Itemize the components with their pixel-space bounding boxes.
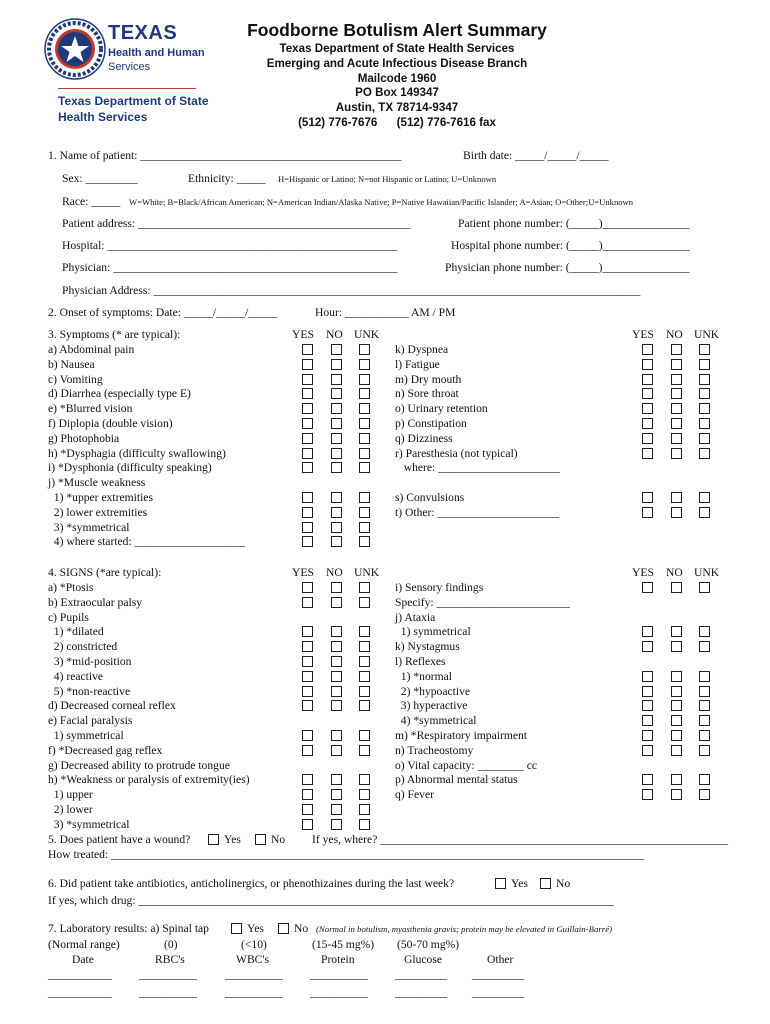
sign-right-unk-checkbox[interactable] (699, 671, 710, 682)
symptom-left-no-checkbox[interactable] (331, 448, 342, 459)
symptom-left-yes-checkbox[interactable] (302, 359, 313, 370)
wound-treated-field[interactable]: How treated: ____________________________________________________________________________________________ (48, 848, 645, 861)
symptom-left-unk-checkbox[interactable] (359, 492, 370, 503)
sign-right-yes-checkbox[interactable] (642, 745, 653, 756)
sign-left-yes-checkbox[interactable] (302, 641, 313, 652)
onset-date-field[interactable]: 2. Onset of symptoms: Date: _____/_____/_____ (48, 306, 278, 319)
physician-phone-field[interactable]: Physician phone number: (_____)_______________ (445, 261, 690, 274)
symptom-right-label: p) Constipation (395, 417, 467, 430)
lab-header-protein: Protein (321, 953, 355, 966)
lab-row2-rbc[interactable]: __________ (139, 986, 197, 999)
patient-name-field[interactable]: 1. Name of patient: _____________________________________________ (48, 149, 402, 162)
symptom-left-no-checkbox[interactable] (331, 403, 342, 414)
lab-label: 7. Laboratory results: a) Spinal tap (48, 922, 209, 935)
header-line-4: PO Box 149347 (355, 86, 439, 99)
sign-right-unk-checkbox[interactable] (699, 626, 710, 637)
antibiotics-no-label: No (556, 877, 571, 890)
onset-hour-field[interactable]: Hour: ___________ AM / PM (315, 306, 456, 319)
sign-left-no-checkbox[interactable] (331, 774, 342, 785)
birth-date-field[interactable]: Birth date: _____/_____/_____ (463, 149, 609, 162)
range-glucose: (50-70 mg%) (397, 938, 460, 951)
sign-left-yes-checkbox[interactable] (302, 626, 313, 637)
spinal-tap-yes-label: Yes (247, 922, 264, 935)
symptom-left-unk-checkbox[interactable] (359, 536, 370, 547)
sign-left-label: 5) *non-reactive (48, 684, 131, 698)
symptom-left-label: 4) where started: ___________________ (48, 535, 245, 549)
symptom-left-unk-checkbox[interactable] (359, 418, 370, 429)
sign-right-yes-checkbox[interactable] (642, 730, 653, 741)
spinal-tap-no-checkbox[interactable] (278, 923, 289, 934)
sign-right-no-checkbox[interactable] (671, 626, 682, 637)
symptom-left-unk-checkbox[interactable] (359, 374, 370, 385)
race-field[interactable]: Race: _____ (62, 195, 121, 208)
patient-address-field[interactable]: Patient address: _______________________________________________ (62, 217, 411, 230)
race-codes: W=White; B=Black/African American; N=American Indian/Alaska Native; P=Native Hawaiian/Pacific Islander; A=Asian; O=Other;U=Unknown (129, 197, 634, 207)
sign-left-label: 1) upper (48, 788, 93, 802)
sign-left-no-checkbox[interactable] (331, 641, 342, 652)
symptom-left-no-checkbox[interactable] (331, 536, 342, 547)
symptom-left-no-checkbox[interactable] (331, 359, 342, 370)
sign-right-no-checkbox[interactable] (671, 730, 682, 741)
sign-left-label: 3) *symmetrical (48, 817, 130, 831)
sign-right-label: l) Reflexes (395, 655, 446, 668)
signs-yes-header-right: YES (632, 566, 654, 579)
symptom-left-no-checkbox[interactable] (331, 374, 342, 385)
sign-left-no-checkbox[interactable] (331, 789, 342, 800)
spinal-tap-note: (Normal in botulism, myasthenia gravis; protein may be elevated in Guillain-Barré) (316, 924, 613, 934)
signs-unk-header: UNK (354, 566, 380, 579)
symptom-left-yes-checkbox[interactable] (302, 522, 313, 533)
sign-left-label: f) *Decreased gag reflex (48, 743, 163, 757)
symptom-left-yes-checkbox[interactable] (302, 388, 313, 399)
sign-right-unk-checkbox[interactable] (699, 700, 710, 711)
symptom-right-unk-checkbox[interactable] (699, 418, 710, 429)
sign-right-no-checkbox[interactable] (671, 582, 682, 593)
sign-right-yes-checkbox[interactable] (642, 789, 653, 800)
symptom-left-label: g) Photophobia (48, 431, 120, 445)
symptoms-unk-header: UNK (354, 328, 380, 341)
sign-right-no-checkbox[interactable] (671, 641, 682, 652)
texas-seal-icon (44, 18, 106, 80)
ethnicity-codes: H=Hispanic or Latino; N=not Hispanic or Latino; U=Unknown (278, 174, 497, 184)
sign-right-unk-checkbox[interactable] (699, 715, 710, 726)
range-wbc: (<10) (241, 938, 267, 951)
symptom-left-unk-checkbox[interactable] (359, 359, 370, 370)
symptom-right-yes-checkbox[interactable] (642, 492, 653, 503)
symptom-right-label: where: _____________________ (395, 461, 560, 475)
sign-right-unk-checkbox[interactable] (699, 582, 710, 593)
sign-left-unk-checkbox[interactable] (359, 789, 370, 800)
symptom-right-yes-checkbox[interactable] (642, 388, 653, 399)
symptom-right-unk-checkbox[interactable] (699, 507, 710, 518)
symptom-left-yes-checkbox[interactable] (302, 462, 313, 473)
sign-right-unk-checkbox[interactable] (699, 686, 710, 697)
logo-hhs-line1: Health and Human (108, 47, 205, 59)
hhs-logo (44, 18, 204, 84)
sign-left-unk-checkbox[interactable] (359, 686, 370, 697)
sign-right-yes-checkbox[interactable] (642, 671, 653, 682)
header-line-1: Texas Department of State Health Services (279, 42, 515, 55)
sign-left-no-checkbox[interactable] (331, 700, 342, 711)
wound-yes-checkbox[interactable] (208, 834, 219, 845)
lab-row2-wbc[interactable]: __________ (225, 986, 283, 999)
spinal-tap-no-label: No (294, 922, 309, 935)
symptom-right-label: o) Urinary retention (395, 402, 488, 416)
antibiotics-yes-checkbox[interactable] (495, 878, 506, 889)
symptom-right-label: n) Sore throat (395, 387, 459, 401)
symptom-left-label: f) Diplopia (double vision) (48, 417, 173, 430)
symptom-left-unk-checkbox[interactable] (359, 344, 370, 355)
symptom-left-yes-checkbox[interactable] (302, 403, 313, 414)
lab-header-wbc: WBC's (236, 953, 270, 966)
hospital-phone-field[interactable]: Hospital phone number: (_____)_______________ (451, 239, 690, 252)
sign-left-unk-checkbox[interactable] (359, 745, 370, 756)
lab-header-glucose: Glucose (404, 953, 442, 966)
symptom-left-unk-checkbox[interactable] (359, 507, 370, 518)
sign-right-label: 4) *symmetrical (395, 714, 477, 728)
sign-right-no-checkbox[interactable] (671, 715, 682, 726)
sign-right-label: 1) *normal (395, 669, 452, 683)
header-line-6: (512) 776-7676 (512) 776-7616 fax (298, 116, 496, 129)
sign-right-no-checkbox[interactable] (671, 745, 682, 756)
antibiotics-question: 6. Did patient take antibiotics, anticholinergics, or phenothizaines during the last week? (48, 877, 455, 890)
signs-no-header: NO (326, 566, 343, 579)
sign-left-unk-checkbox[interactable] (359, 730, 370, 741)
sign-left-yes-checkbox[interactable] (302, 789, 313, 800)
symptom-left-no-checkbox[interactable] (331, 433, 342, 444)
range-protein: (15-45 mg%) (312, 938, 375, 951)
sign-right-unk-checkbox[interactable] (699, 730, 710, 741)
symptom-right-no-checkbox[interactable] (671, 374, 682, 385)
wound-yes-label: Yes (224, 833, 241, 846)
sign-right-unk-checkbox[interactable] (699, 641, 710, 652)
lab-header-other: Other (487, 953, 514, 966)
sign-left-no-checkbox[interactable] (331, 597, 342, 608)
symptom-left-label: b) Nausea (48, 357, 95, 371)
symptom-right-no-checkbox[interactable] (671, 448, 682, 459)
symptom-right-label: l) Fatigue (395, 357, 440, 371)
header-line-5: Austin, TX 78714-9347 (335, 101, 459, 114)
sign-left-label: 3) *mid-position (48, 655, 132, 668)
logo-texas: TEXAS (108, 22, 178, 44)
sign-right-yes-checkbox[interactable] (642, 700, 653, 711)
sign-right-yes-checkbox[interactable] (642, 626, 653, 637)
sign-right-yes-checkbox[interactable] (642, 686, 653, 697)
symptoms-heading: 3. Symptoms (* are typical): (48, 328, 181, 341)
sign-left-unk-checkbox[interactable] (359, 700, 370, 711)
symptom-left-yes-checkbox[interactable] (302, 448, 313, 459)
symptom-right-yes-checkbox[interactable] (642, 344, 653, 355)
lab-row2-glucose[interactable]: _________ (395, 986, 448, 999)
sign-left-unk-checkbox[interactable] (359, 597, 370, 608)
sign-left-label: 2) lower (48, 803, 93, 816)
spinal-tap-yes-checkbox[interactable] (231, 923, 242, 934)
symptom-right-no-checkbox[interactable] (671, 403, 682, 414)
sign-left-yes-checkbox[interactable] (302, 671, 313, 682)
symptom-right-unk-checkbox[interactable] (699, 374, 710, 385)
symptom-left-unk-checkbox[interactable] (359, 462, 370, 473)
symptoms-no-header: NO (326, 328, 343, 341)
lab-row2-other[interactable]: _________ (472, 986, 525, 999)
sex-field[interactable]: Sex: _________ (62, 172, 138, 185)
symptoms-unk-header-right: UNK (694, 328, 720, 341)
symptom-left-label: j) *Muscle weakness (48, 476, 146, 490)
sign-right-no-checkbox[interactable] (671, 774, 682, 785)
sign-right-label: p) Abnormal mental status (395, 773, 518, 787)
sign-right-label: k) Nystagmus (395, 640, 460, 654)
sign-left-unk-checkbox[interactable] (359, 804, 370, 815)
sign-right-no-checkbox[interactable] (671, 686, 682, 697)
sign-left-yes-checkbox[interactable] (302, 804, 313, 815)
lab-row1-protein[interactable]: __________ (310, 968, 368, 981)
sign-left-label: c) Pupils (48, 610, 89, 624)
symptom-left-no-checkbox[interactable] (331, 522, 342, 533)
lab-row1-wbc[interactable]: __________ (225, 968, 283, 981)
lab-row1-other[interactable]: _________ (472, 968, 525, 981)
symptom-right-no-checkbox[interactable] (671, 507, 682, 518)
sign-left-label: e) Facial paralysis (48, 714, 133, 728)
symptoms-yes-header-right: YES (632, 328, 654, 341)
sign-left-yes-checkbox[interactable] (302, 686, 313, 697)
symptom-right-yes-checkbox[interactable] (642, 448, 653, 459)
sign-left-unk-checkbox[interactable] (359, 626, 370, 637)
sign-left-no-checkbox[interactable] (331, 745, 342, 756)
sign-left-label: h) *Weakness or paralysis of extremity(ies) (48, 773, 250, 787)
antibiotics-yes-label: Yes (511, 877, 528, 890)
wound-no-checkbox[interactable] (255, 834, 266, 845)
antibiotics-drug-field[interactable]: If yes, which drug: __________________________________________________________________________________ (48, 894, 614, 907)
page-title: Foodborne Botulism Alert Summary (247, 20, 547, 40)
sign-right-unk-checkbox[interactable] (699, 789, 710, 800)
sign-left-label: 2) constricted (48, 640, 118, 654)
symptom-left-yes-checkbox[interactable] (302, 536, 313, 547)
sign-left-yes-checkbox[interactable] (302, 700, 313, 711)
symptom-right-yes-checkbox[interactable] (642, 507, 653, 518)
sign-left-unk-checkbox[interactable] (359, 774, 370, 785)
ethnicity-field[interactable]: Ethnicity: _____ (188, 172, 266, 185)
normal-range-label: (Normal range) (48, 938, 120, 951)
sign-right-no-checkbox[interactable] (671, 700, 682, 711)
symptom-right-no-checkbox[interactable] (671, 388, 682, 399)
sign-right-yes-checkbox[interactable] (642, 582, 653, 593)
sign-left-no-checkbox[interactable] (331, 730, 342, 741)
symptom-right-yes-checkbox[interactable] (642, 418, 653, 429)
signs-unk-header-right: UNK (694, 566, 720, 579)
symptoms-yes-header: YES (292, 328, 314, 341)
symptom-right-unk-checkbox[interactable] (699, 388, 710, 399)
symptom-right-unk-checkbox[interactable] (699, 433, 710, 444)
signs-heading: 4. SIGNS (*are typical): (48, 566, 162, 579)
symptom-left-label: h) *Dysphagia (difficulty swallowing) (48, 446, 226, 460)
sign-right-label: n) Tracheostomy (395, 743, 474, 757)
wound-no-label: No (271, 833, 286, 846)
symptom-right-no-checkbox[interactable] (671, 359, 682, 370)
lab-header-rbc: RBC's (155, 953, 185, 966)
sign-left-label: d) Decreased corneal reflex (48, 699, 176, 713)
symptom-left-yes-checkbox[interactable] (302, 344, 313, 355)
sign-left-label: 4) reactive (48, 669, 104, 683)
symptom-right-unk-checkbox[interactable] (699, 344, 710, 355)
sign-left-yes-checkbox[interactable] (302, 582, 313, 593)
sign-right-label: j) Ataxia (395, 610, 436, 624)
header-line-2: Emerging and Acute Infectious Disease Branch (266, 57, 528, 70)
lab-row2-protein[interactable]: __________ (310, 986, 368, 999)
wound-where-field[interactable]: If yes, where? ____________________________________________________________ (312, 833, 729, 846)
symptom-left-unk-checkbox[interactable] (359, 522, 370, 533)
symptom-left-label: a) Abdominal pain (48, 343, 135, 356)
sign-left-no-checkbox[interactable] (331, 686, 342, 697)
sign-left-label: a) *Ptosis (48, 581, 94, 594)
symptom-right-no-checkbox[interactable] (671, 492, 682, 503)
sign-right-label: i) Sensory findings (395, 581, 484, 594)
symptom-right-yes-checkbox[interactable] (642, 374, 653, 385)
symptom-right-label: q) Dizziness (395, 431, 453, 445)
symptom-left-unk-checkbox[interactable] (359, 433, 370, 444)
sign-right-yes-checkbox[interactable] (642, 641, 653, 652)
symptom-left-label: e) *Blurred vision (48, 402, 133, 416)
symptom-right-yes-checkbox[interactable] (642, 433, 653, 444)
symptom-left-unk-checkbox[interactable] (359, 448, 370, 459)
symptom-left-unk-checkbox[interactable] (359, 388, 370, 399)
symptom-right-no-checkbox[interactable] (671, 344, 682, 355)
symptom-right-unk-checkbox[interactable] (699, 403, 710, 414)
sign-left-unk-checkbox[interactable] (359, 656, 370, 667)
sign-left-yes-checkbox[interactable] (302, 656, 313, 667)
lab-row1-date[interactable]: ___________ (48, 968, 112, 981)
sign-left-unk-checkbox[interactable] (359, 641, 370, 652)
symptom-right-no-checkbox[interactable] (671, 433, 682, 444)
sign-left-yes-checkbox[interactable] (302, 745, 313, 756)
symptom-left-no-checkbox[interactable] (331, 388, 342, 399)
symptom-left-no-checkbox[interactable] (331, 507, 342, 518)
sign-right-label: m) *Respiratory impairment (395, 729, 528, 742)
header-line-3: Mailcode 1960 (357, 72, 437, 85)
sign-left-unk-checkbox[interactable] (359, 819, 370, 830)
logo-divider (58, 88, 196, 89)
antibiotics-no-checkbox[interactable] (540, 878, 551, 889)
symptom-left-no-checkbox[interactable] (331, 418, 342, 429)
symptoms-no-header-right: NO (666, 328, 683, 341)
symptom-left-label: 2) lower extremities (48, 505, 148, 519)
symptom-left-label: 3) *symmetrical (48, 520, 130, 534)
sign-right-label: 1) symmetrical (395, 625, 471, 639)
symptom-right-label: m) Dry mouth (395, 372, 462, 386)
symptom-left-yes-checkbox[interactable] (302, 507, 313, 518)
sign-left-label: 1) *dilated (48, 625, 104, 639)
symptom-right-yes-checkbox[interactable] (642, 403, 653, 414)
symptom-left-yes-checkbox[interactable] (302, 433, 313, 444)
symptom-right-unk-checkbox[interactable] (699, 359, 710, 370)
symptom-left-unk-checkbox[interactable] (359, 403, 370, 414)
sign-right-label: 2) *hypoactive (395, 684, 471, 698)
sign-right-label: o) Vital capacity: ________ cc (395, 758, 538, 772)
lab-row1-rbc[interactable]: __________ (139, 968, 197, 981)
sign-left-no-checkbox[interactable] (331, 582, 342, 593)
dshs-line2: Health Services (58, 110, 148, 124)
sign-left-no-checkbox[interactable] (331, 671, 342, 682)
sign-left-label: g) Decreased ability to protrude tongue (48, 758, 230, 772)
sign-left-label: b) Extraocular palsy (48, 595, 143, 609)
symptom-right-unk-checkbox[interactable] (699, 448, 710, 459)
lab-header-date: Date (72, 953, 94, 966)
sign-left-yes-checkbox[interactable] (302, 819, 313, 830)
symptom-left-label: d) Diarrhea (especially type E) (48, 387, 191, 401)
sign-right-label: Specify: _______________________ (395, 595, 570, 609)
symptom-left-label: c) Vomiting (48, 372, 103, 386)
sign-left-unk-checkbox[interactable] (359, 671, 370, 682)
physician-address-field[interactable]: Physician Address: ____________________________________________________________________________________ (62, 284, 641, 297)
sign-left-no-checkbox[interactable] (331, 626, 342, 637)
sign-left-yes-checkbox[interactable] (302, 774, 313, 785)
dshs-line1: Texas Department of State (58, 94, 209, 108)
symptom-left-yes-checkbox[interactable] (302, 374, 313, 385)
hospital-field[interactable]: Hospital: __________________________________________________ (62, 239, 398, 252)
signs-no-header-right: NO (666, 566, 683, 579)
symptom-left-label: i) *Dysphonia (difficulty speaking) (48, 461, 212, 475)
sign-right-label: 3) hyperactive (395, 699, 468, 713)
symptom-right-label: t) Other: _____________________ (395, 505, 560, 519)
lab-row1-glucose[interactable]: _________ (395, 968, 448, 981)
symptom-left-no-checkbox[interactable] (331, 344, 342, 355)
symptom-right-no-checkbox[interactable] (671, 418, 682, 429)
symptom-right-yes-checkbox[interactable] (642, 359, 653, 370)
sign-right-unk-checkbox[interactable] (699, 774, 710, 785)
sign-left-no-checkbox[interactable] (331, 656, 342, 667)
sign-left-no-checkbox[interactable] (331, 819, 342, 830)
symptom-right-label: r) Paresthesia (not typical) (395, 446, 518, 460)
sign-left-yes-checkbox[interactable] (302, 597, 313, 608)
wound-question: 5. Does patient have a wound? (48, 833, 191, 846)
sign-right-yes-checkbox[interactable] (642, 715, 653, 726)
sign-left-label: 1) symmetrical (48, 729, 124, 742)
physician-field[interactable]: Physician: _________________________________________________ (62, 261, 398, 274)
signs-yes-header: YES (292, 566, 314, 579)
sign-left-no-checkbox[interactable] (331, 804, 342, 815)
range-rbc: (0) (164, 938, 178, 951)
symptom-right-unk-checkbox[interactable] (699, 492, 710, 503)
symptom-right-label: k) Dyspnea (395, 343, 449, 356)
symptom-left-no-checkbox[interactable] (331, 462, 342, 473)
symptom-right-label: s) Convulsions (395, 491, 465, 504)
sign-right-yes-checkbox[interactable] (642, 774, 653, 785)
sign-right-no-checkbox[interactable] (671, 789, 682, 800)
sign-right-no-checkbox[interactable] (671, 671, 682, 682)
sign-right-unk-checkbox[interactable] (699, 745, 710, 756)
sign-left-unk-checkbox[interactable] (359, 582, 370, 593)
symptom-left-yes-checkbox[interactable] (302, 418, 313, 429)
patient-phone-field[interactable]: Patient phone number: (_____)_______________ (458, 217, 690, 230)
logo-hhs-line2: Services (108, 61, 151, 73)
symptom-left-no-checkbox[interactable] (331, 492, 342, 503)
sign-left-yes-checkbox[interactable] (302, 730, 313, 741)
sign-right-label: q) Fever (395, 788, 434, 802)
symptom-left-yes-checkbox[interactable] (302, 492, 313, 503)
symptom-left-label: 1) *upper extremities (48, 491, 153, 504)
lab-row2-date[interactable]: ___________ (48, 986, 112, 999)
